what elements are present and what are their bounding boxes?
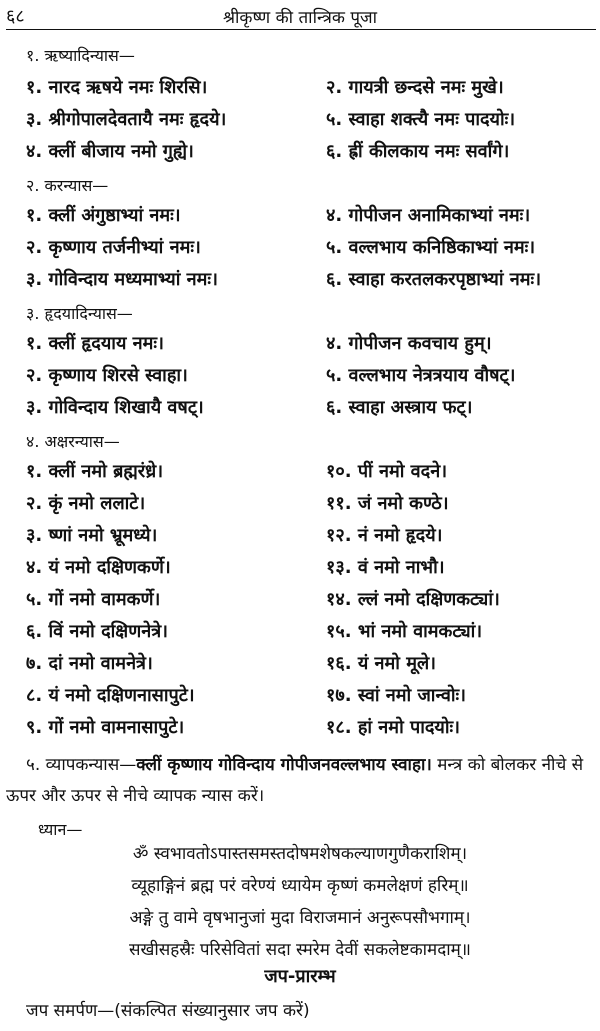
- nyasa-item: ६. स्वाहा अस्त्राय फट्।: [326, 397, 473, 418]
- nyasa-row: [0, 104, 600, 136]
- nyasa-row: [0, 712, 600, 744]
- vyapaka-lead: ५. व्यापकन्यास—: [26, 755, 137, 775]
- nyasa-item: ५. स्वाहा शक्त्यै नमः पादयोः।: [326, 109, 516, 130]
- nyasa-item: ६. ह्रीं कीलकाय नमः सर्वांगे।: [326, 141, 510, 162]
- nyasa-item: १. क्लीं हृदयाय नमः।: [26, 333, 164, 354]
- japa-heading: जप-प्रारम्भ: [264, 966, 336, 987]
- nyasa-row: [0, 200, 600, 232]
- page-header: [0, 0, 600, 30]
- nyasa-item: १. क्लीं अंगुष्ठाभ्यां नमः।: [26, 205, 181, 226]
- nyasa-item: ८. यं नमो दक्षिणनासापुटे।: [26, 685, 195, 706]
- nyasa-item: २. गायत्री छन्दसे नमः मुखे।: [326, 77, 504, 98]
- nyasa-item: ३. ष्णां नमो भ्रूमध्ये।: [26, 525, 158, 546]
- vyapaka-instruction: मन्त्र को बोलकर नीचे से ऊपर और ऊपर से नीचे व्यापक न्यास करें।: [6, 755, 584, 806]
- nyasa-item: १६. यं नमो मूले।: [326, 653, 437, 674]
- nyasa-row: [0, 232, 600, 264]
- nyasa-item: ९. गों नमो वामनासापुटे।: [26, 717, 185, 738]
- nyasa-row: [0, 328, 600, 360]
- section-heading: १. ऋष्यादिन्यास—: [26, 46, 135, 65]
- header-rule: [6, 29, 596, 30]
- nyasa-row: [0, 488, 600, 520]
- nyasa-item: ५. वल्लभाय नेत्रत्रयाय वौषट्।: [326, 365, 516, 386]
- vyapaka-mantra: क्लीं कृष्णाय गोविन्दाय गोपीजनवल्लभाय स्वाहा।: [136, 755, 432, 775]
- japa-samarpan: जप समर्पण—(संकल्पित संख्यानुसार जप करें): [26, 1001, 310, 1021]
- nyasa-item: ३. गोविन्दाय मध्यमाभ्यां नमः।: [26, 269, 218, 290]
- nyasa-item: ७. दां नमो वामनेत्रे।: [26, 653, 153, 674]
- nyasa-row: [0, 264, 600, 296]
- nyasa-row: [0, 392, 600, 424]
- nyasa-item: १२. नं नमो हृदये।: [326, 525, 443, 546]
- nyasa-item: ३. श्रीगोपालदेवतायै नमः हृदये।: [26, 109, 227, 130]
- dhyana-verse: अङ्गे तु वामे वृषभानुजां मुदा विराजमानं अनुरूपसौभगाम्।: [129, 908, 471, 928]
- vyapaka-paragraph: [6, 750, 594, 812]
- nyasa-item: ४. गोपीजन अनामिकाभ्यां नमः।: [326, 205, 531, 226]
- nyasa-item: १०. पीं नमो वदने।: [326, 461, 448, 482]
- nyasa-row: [0, 584, 600, 616]
- section-heading: ३. हृदयादिन्यास—: [26, 304, 133, 323]
- nyasa-row: [0, 72, 600, 104]
- nyasa-item: १५. भां नमो वामकट्यां।: [326, 621, 483, 642]
- running-title: श्रीकृष्ण की तान्त्रिक पूजा: [222, 8, 378, 28]
- nyasa-item: २. कृष्णाय तर्जनीभ्यां नमः।: [26, 237, 201, 258]
- nyasa-row: [0, 552, 600, 584]
- nyasa-row: [0, 680, 600, 712]
- nyasa-row: [0, 520, 600, 552]
- nyasa-row: [0, 616, 600, 648]
- nyasa-item: १३. वं नमो नाभौ।: [326, 557, 445, 578]
- nyasa-item: १४. ल्लं नमो दक्षिणकट्यां।: [326, 589, 500, 610]
- dhyana-verse: सखीसहस्रैः परिसेवितां सदा स्मरेम देवीं सकलेष्टकामदाम्॥: [129, 940, 471, 960]
- dhyana-label: ध्यान—: [38, 820, 83, 839]
- nyasa-item: १. नारद ऋषये नमः शिरसि।: [26, 77, 208, 98]
- section-heading: ४. अक्षरन्यास—: [26, 432, 120, 451]
- nyasa-item: ५. वल्लभाय कनिष्ठिकाभ्यां नमः।: [326, 237, 536, 258]
- section-heading: २. करन्यास—: [26, 176, 109, 195]
- nyasa-item: १७. स्वां नमो जान्वोः।: [326, 685, 466, 706]
- nyasa-item: २. कृष्णाय शिरसे स्वाहा।: [26, 365, 188, 386]
- dhyana-verse: व्यूहाङ्गिनं ब्रह्म परं वरेण्यं ध्यायेम कृष्णं कमलेक्षणं हरिम्॥: [131, 876, 469, 896]
- nyasa-item: ६. विं नमो दक्षिणनेत्रे।: [26, 621, 168, 642]
- nyasa-row: [0, 136, 600, 168]
- page-number: ६८: [6, 6, 25, 27]
- nyasa-item: ४. गोपीजन कवचाय हुम्।: [326, 333, 492, 354]
- nyasa-item: २. कृं नमो ललाटे।: [26, 493, 146, 514]
- nyasa-item: १. क्लीं नमो ब्रह्मरंध्रे।: [26, 461, 164, 482]
- nyasa-item: ४. यं नमो दक्षिणकर्णे।: [26, 557, 171, 578]
- nyasa-item: ५. गों नमो वामकर्णे।: [26, 589, 161, 610]
- nyasa-item: १८. हां नमो पादयोः।: [326, 717, 460, 738]
- nyasa-row: [0, 648, 600, 680]
- dhyana-verse: ॐ स्वभावतोऽपास्तसमस्तदोषमशेषकल्याणगुणैकराशिम्।: [132, 844, 468, 864]
- nyasa-item: ६. स्वाहा करतलकरपृष्ठाभ्यां नमः।: [326, 269, 542, 290]
- nyasa-item: ४. क्लीं बीजाय नमो गुह्ये।: [26, 141, 194, 162]
- nyasa-item: ११. जं नमो कण्ठे।: [326, 493, 449, 514]
- nyasa-row: [0, 456, 600, 488]
- nyasa-item: ३. गोविन्दाय शिखायै वषट्।: [26, 397, 204, 418]
- nyasa-row: [0, 360, 600, 392]
